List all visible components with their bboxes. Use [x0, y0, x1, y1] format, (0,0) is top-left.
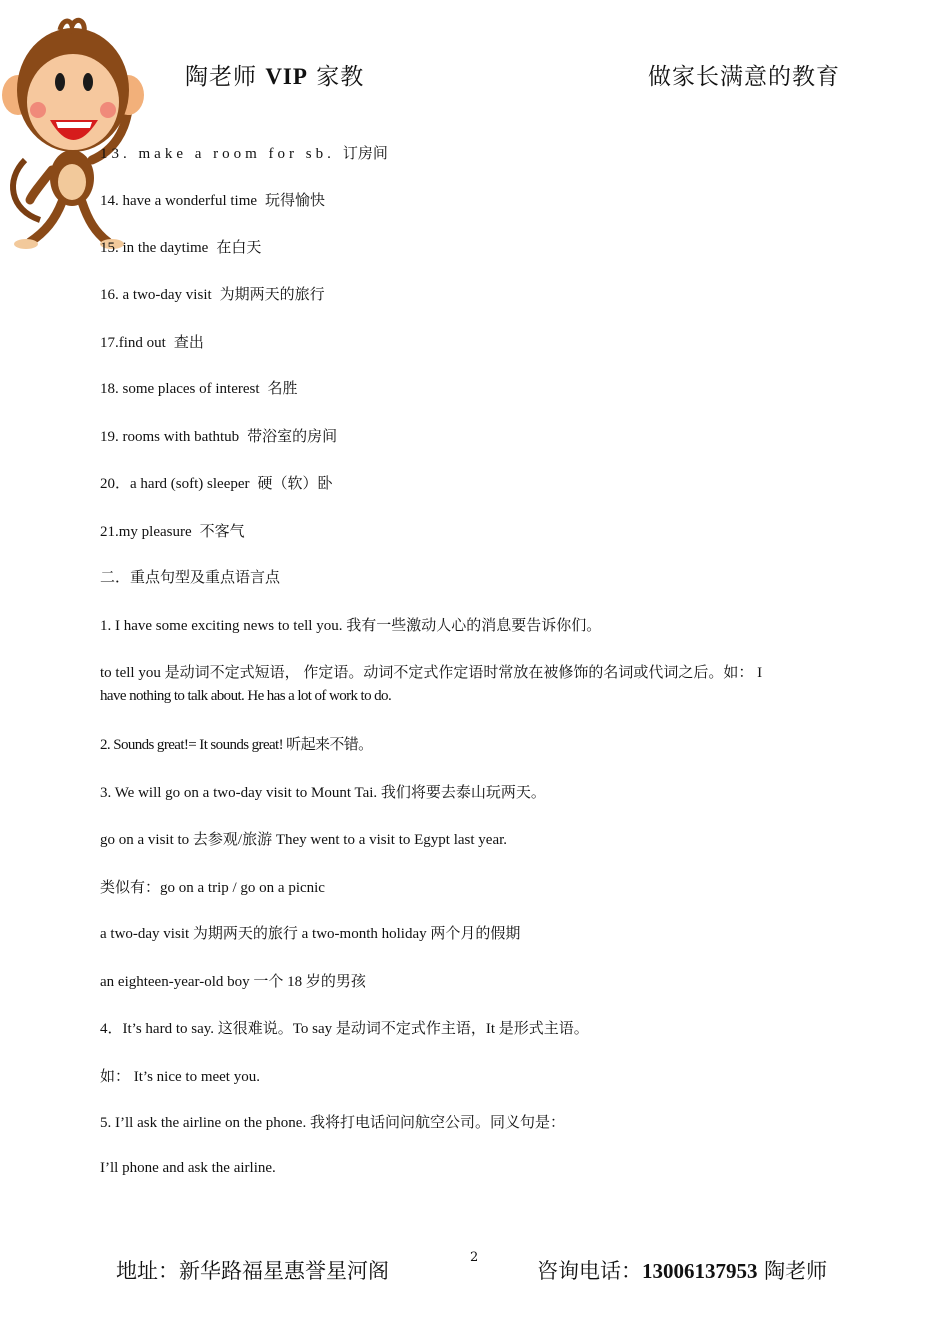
point-5-synonym: I’ll phone and ask the airline.: [100, 1160, 276, 1176]
point-3-example: a two-day visit 为期两天的旅行 a two-month holiday 两个月的假期: [100, 926, 521, 942]
header-slogan: 做家长满意的教育: [648, 64, 840, 90]
phrase-item: 14. have a wonderful time 玩得愉快: [100, 191, 326, 209]
point-3-note: go on a visit to 去参观/旅游 They went to a visit to Egypt last year.: [100, 832, 508, 848]
point-3-example-2: an eighteen-year-old boy 一个 18 岁的男孩: [100, 974, 366, 990]
point-3: 3. We will go on a two-day visit to Mount Tai. 我们将要去泰山玩两天。: [100, 785, 546, 801]
footer-contact: 咨询电话：13006137953 陶老师: [537, 1259, 828, 1283]
point-2: 2. Sounds great!= It sounds great! 听起来不错。: [100, 737, 373, 753]
point-3-similar: 类似有：go on a trip / go on a picnic: [100, 880, 325, 896]
point-4: 4．It’s hard to say. 这很难说。To say 是动词不定式作主语，It 是形式主语。: [100, 1021, 589, 1037]
phrase-item: 15. in the daytime 在白天: [100, 238, 262, 256]
header-brand: 陶老师 VIP 家教: [185, 64, 365, 90]
phone-number: 13006137953: [642, 1259, 758, 1283]
point-1-note-cont: have nothing to talk about. He has a lot of work to do.: [100, 688, 392, 704]
phrase-item: 13. make a room for sb. 订房间: [100, 144, 388, 162]
phrase-item: 18. some places of interest 名胜: [100, 379, 298, 397]
point-5: 5. I’ll ask the airline on the phone. 我将打电话问问航空公司。同义句是：: [100, 1115, 565, 1131]
point-1: 1. I have some exciting news to tell you. 我有一些激动人心的消息要告诉你们。: [100, 618, 602, 634]
monkey-logo: [0, 10, 150, 250]
page-number: 2: [470, 1250, 479, 1265]
point-4-example: 如： It’s nice to meet you.: [100, 1069, 260, 1085]
phrase-item: 21.my pleasure 不客气: [100, 522, 245, 540]
phrase-item: 16. a two-day visit 为期两天的旅行: [100, 285, 325, 303]
section-title: 二．重点句型及重点语言点: [100, 570, 281, 586]
phrase-item: 17.find out 查出: [100, 333, 204, 351]
phrase-item: 19. rooms with bathtub 带浴室的房间: [100, 427, 338, 445]
footer-address: 地址：新华路福星惠誉星河阁: [116, 1259, 389, 1283]
phrase-item: 20．a hard (soft) sleeper 硬（软）卧: [100, 474, 333, 492]
point-1-note: to tell you 是动词不定式短语， 作定语。动词不定式作定语时常放在被修饰的名词或代词之后。如： I: [100, 665, 763, 681]
